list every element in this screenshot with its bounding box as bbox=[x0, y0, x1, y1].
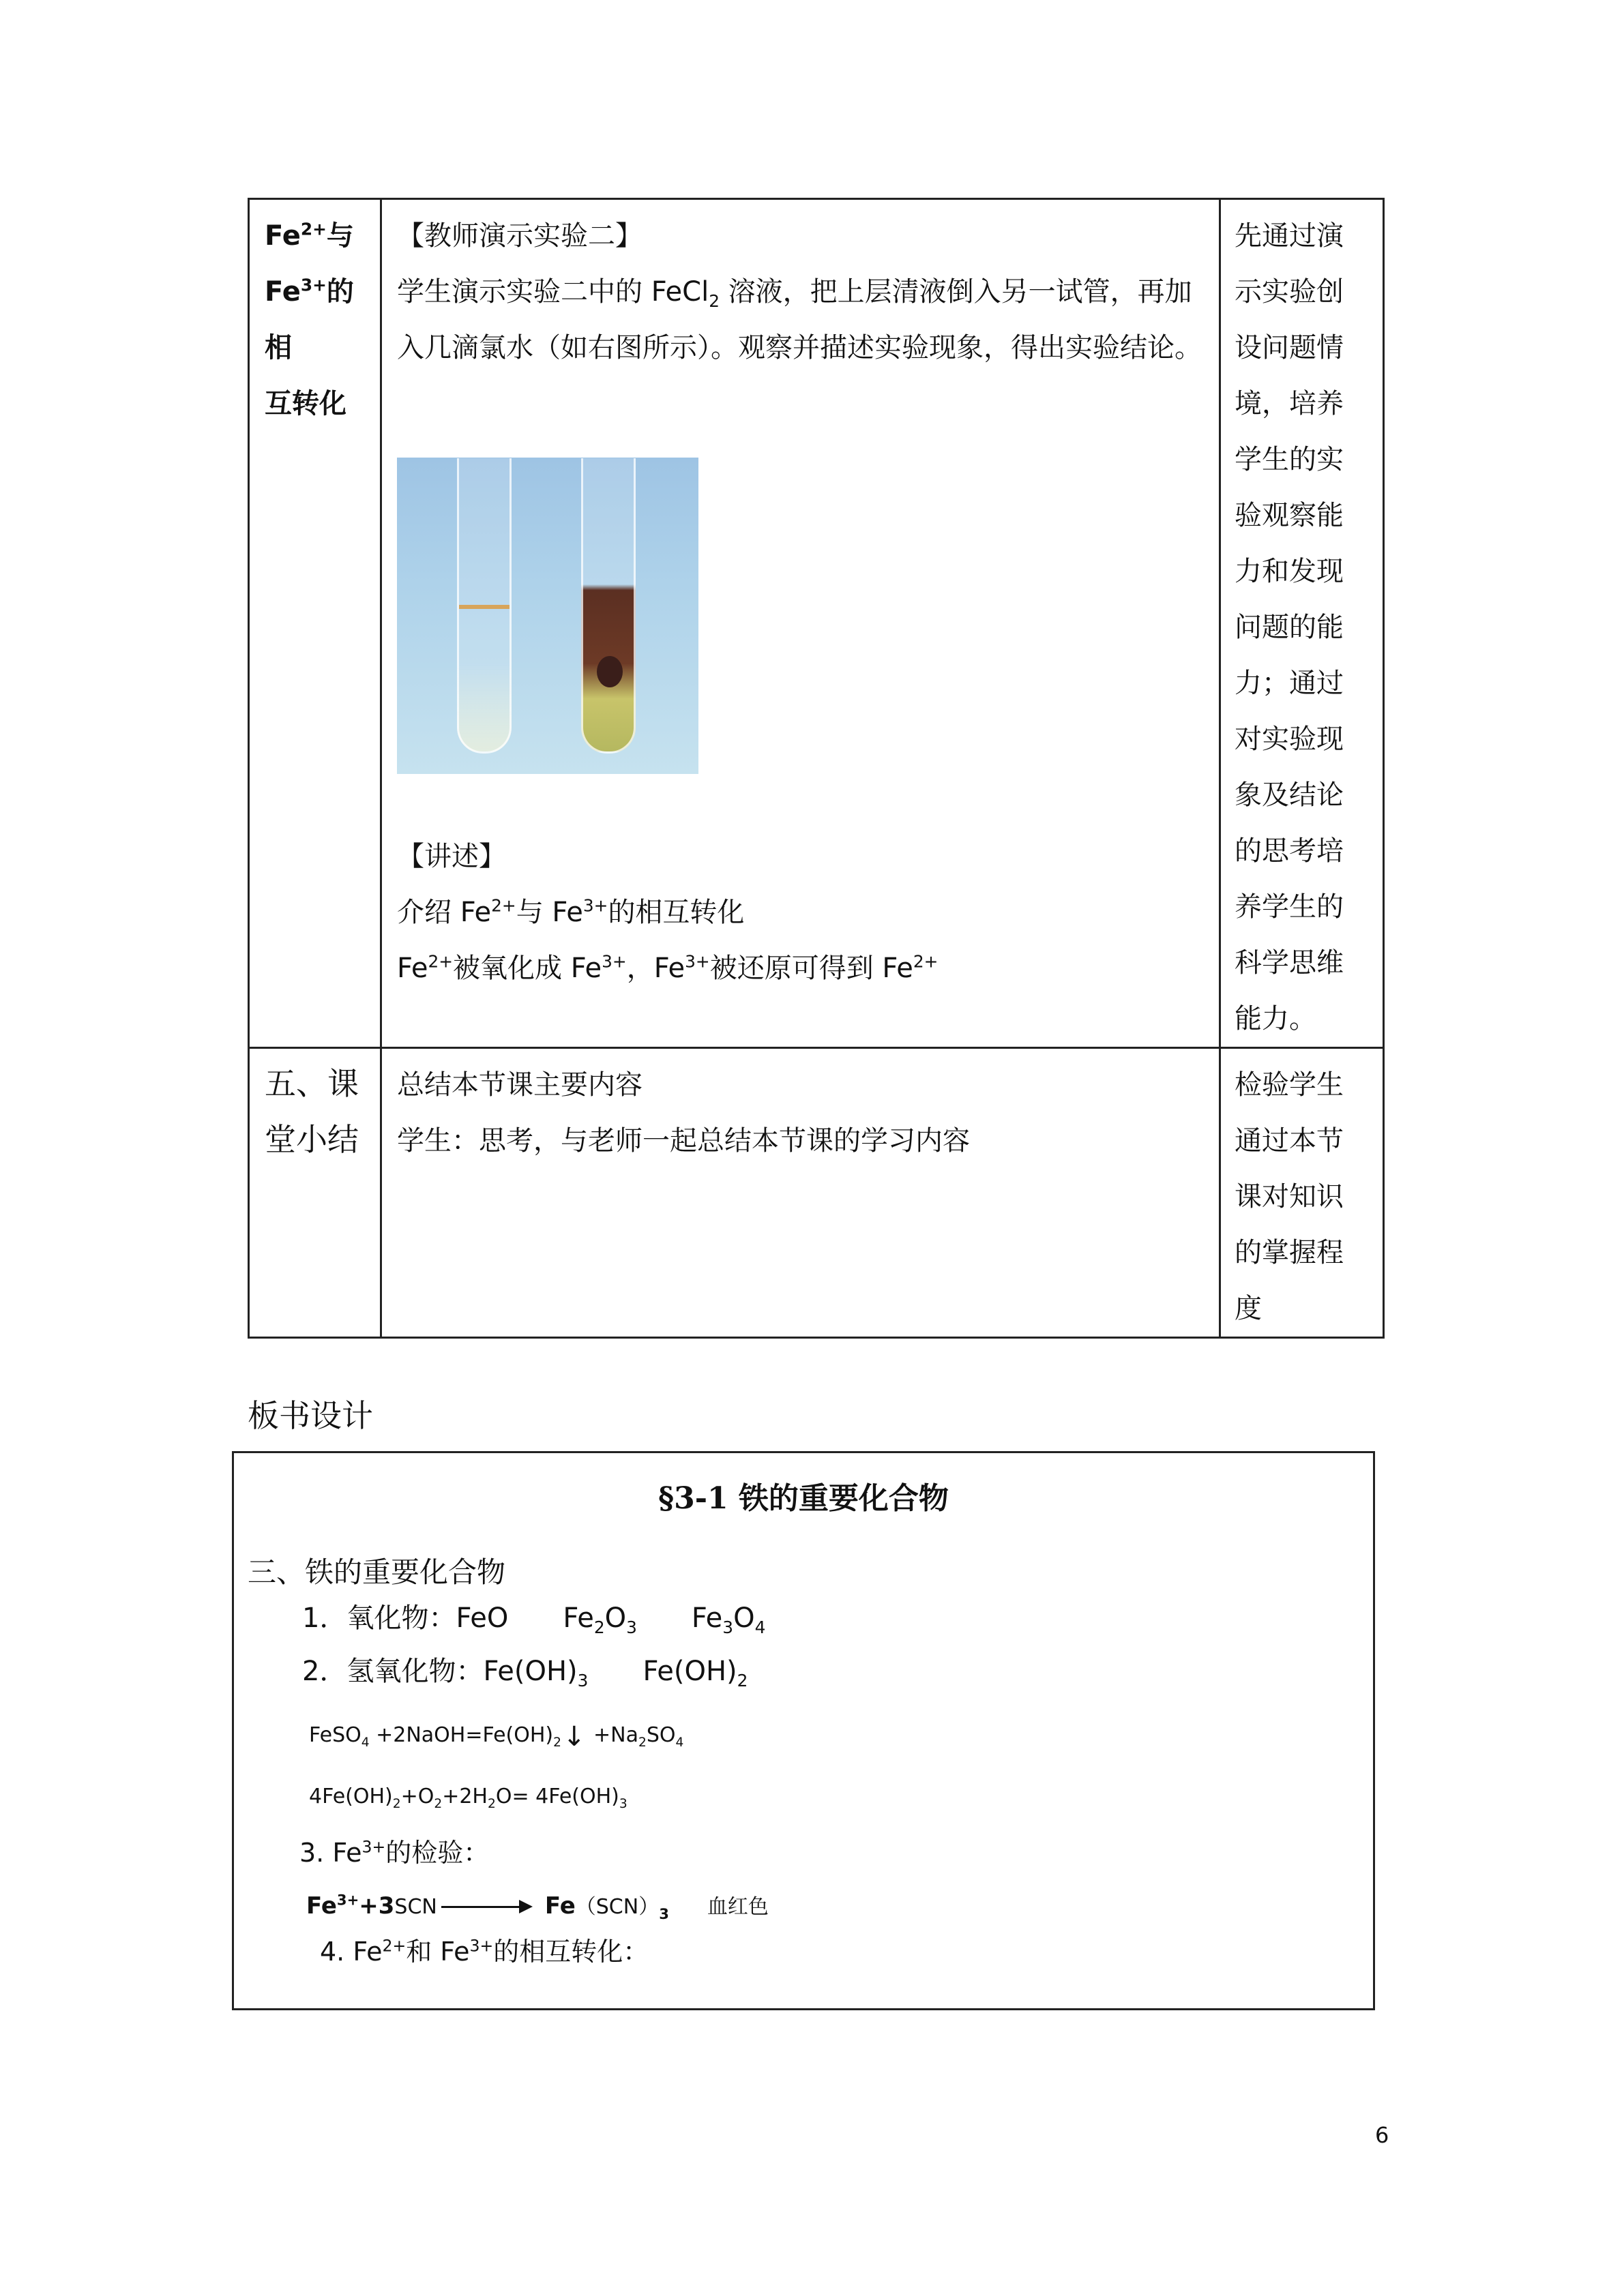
text: Fe(OH) bbox=[643, 1656, 737, 1687]
sup: 2+ bbox=[382, 1936, 407, 1956]
note-line: 设问题情 bbox=[1235, 332, 1344, 363]
note-line: 先通过演 bbox=[1235, 220, 1344, 252]
note-line: 养学生的 bbox=[1235, 891, 1344, 923]
note-line: 学生的实 bbox=[1235, 444, 1344, 475]
text: Fe bbox=[397, 953, 428, 984]
text: 3. Fe bbox=[299, 1838, 362, 1868]
equation-line bbox=[309, 1785, 628, 1811]
content-cell bbox=[381, 1048, 1220, 1338]
note-line: 检验学生 bbox=[1235, 1069, 1344, 1101]
conversion-line bbox=[320, 1930, 649, 1968]
arrow-down-icon: ↓ bbox=[562, 1721, 586, 1753]
text: SCN bbox=[394, 1895, 437, 1919]
test-tube-photo bbox=[397, 458, 698, 774]
sub: 3 bbox=[577, 1671, 589, 1690]
sup: 3+ bbox=[469, 1936, 494, 1956]
text: Fe bbox=[691, 1602, 723, 1634]
text: ，Fe bbox=[626, 953, 685, 984]
stage-text: Fe bbox=[265, 276, 301, 308]
text: 的相互转化 bbox=[608, 897, 745, 928]
board-section: 三、铁的重要化合物 bbox=[248, 1555, 506, 1589]
text: 4Fe(OH) bbox=[309, 1785, 393, 1808]
text: 学生演示实验二中的 FeCl bbox=[397, 276, 709, 308]
text: 介绍 Fe bbox=[397, 897, 492, 928]
text: 4. Fe bbox=[320, 1937, 383, 1967]
summary-line: 总结本节课主要内容 bbox=[397, 1069, 643, 1101]
narrate-heading: 【讲述】 bbox=[397, 841, 506, 872]
equation-line bbox=[309, 1721, 683, 1753]
text: 2．氢氧化物：Fe(OH) bbox=[302, 1656, 578, 1687]
note-line: 课对知识 bbox=[1235, 1181, 1344, 1212]
oxides-line bbox=[302, 1596, 765, 1635]
stage-text: 堂小结 bbox=[265, 1121, 359, 1158]
text: 1．氧化物：FeO bbox=[302, 1602, 509, 1634]
board-heading: 板书设计 bbox=[248, 1397, 373, 1434]
stage-sup: 2+ bbox=[300, 219, 327, 239]
text: 和 Fe bbox=[406, 1937, 470, 1967]
text: 被还原可得到 Fe bbox=[709, 953, 913, 984]
equation-line bbox=[306, 1890, 769, 1920]
stage-label bbox=[250, 1049, 380, 1167]
test-tube-right bbox=[581, 458, 636, 754]
text: +Na bbox=[587, 1723, 638, 1747]
stage-sup: 3+ bbox=[300, 275, 327, 295]
sub: 3 bbox=[722, 1617, 734, 1637]
page-number: 6 bbox=[1375, 2122, 1389, 2148]
sub: 2 bbox=[392, 1797, 401, 1811]
sub: 4 bbox=[754, 1617, 766, 1637]
sub: 3 bbox=[626, 1617, 637, 1637]
sub: 4 bbox=[675, 1735, 684, 1750]
summary-line: 学生：思考，与老师一起总结本节课的学习内容 bbox=[397, 1125, 970, 1157]
sub: 2 bbox=[737, 1671, 748, 1690]
hydroxides-line bbox=[302, 1650, 748, 1688]
sub: 4 bbox=[361, 1735, 370, 1750]
stage-text: 互转化 bbox=[265, 388, 346, 419]
experiment-heading: 【教师演示实验二】 bbox=[397, 220, 643, 252]
stage-cell bbox=[249, 199, 381, 1048]
text: SO bbox=[646, 1723, 676, 1747]
stage-cell bbox=[249, 1048, 381, 1338]
text: O bbox=[733, 1602, 755, 1634]
text: 的检验： bbox=[385, 1838, 490, 1868]
note-line: 通过本节 bbox=[1235, 1125, 1344, 1157]
note-line: 能力。 bbox=[1235, 1003, 1316, 1034]
note-line: 力；通过 bbox=[1235, 668, 1344, 699]
text: Fe bbox=[563, 1602, 594, 1634]
note-cell bbox=[1220, 199, 1384, 1048]
note-line: 科学思维 bbox=[1235, 947, 1344, 979]
note-line: 问题的能 bbox=[1235, 612, 1344, 643]
sup: 2+ bbox=[428, 951, 453, 972]
sup: 3+ bbox=[685, 951, 710, 972]
note-line: 的思考培 bbox=[1235, 835, 1344, 867]
content-cell bbox=[381, 199, 1220, 1048]
text: 被氧化成 Fe bbox=[453, 953, 602, 984]
board-title: §3-1 铁的重要化合物 bbox=[658, 1481, 949, 1516]
note-line: 示实验创 bbox=[1235, 276, 1344, 308]
text: 的相互转化： bbox=[493, 1937, 649, 1967]
text: （SCN） bbox=[575, 1895, 660, 1919]
test-line bbox=[299, 1832, 489, 1869]
note-line: 境，培养 bbox=[1235, 388, 1344, 419]
sup: 3+ bbox=[602, 951, 627, 972]
sub: 3 bbox=[659, 1905, 669, 1922]
stage-text: Fe bbox=[265, 220, 301, 252]
text: Fe bbox=[544, 1892, 576, 1920]
table-row bbox=[249, 1048, 1384, 1338]
text: 血红色 bbox=[707, 1895, 769, 1919]
sub: 2 bbox=[553, 1735, 561, 1750]
note-line: 的掌握程 bbox=[1235, 1237, 1344, 1268]
sup: 3+ bbox=[361, 1837, 386, 1857]
note-line: 对实验现 bbox=[1235, 724, 1344, 755]
stage-label bbox=[250, 200, 380, 432]
sup: 2+ bbox=[491, 895, 516, 916]
text: O= 4Fe(OH) bbox=[495, 1785, 619, 1808]
text: +O bbox=[400, 1785, 434, 1808]
sub: 2 bbox=[593, 1617, 605, 1637]
sub: 2 bbox=[434, 1797, 443, 1811]
sup: 2+ bbox=[913, 951, 939, 972]
conversion-line bbox=[397, 940, 1204, 996]
note-cell bbox=[1220, 1048, 1384, 1338]
stage-text: 五、课 bbox=[265, 1065, 359, 1102]
table-row bbox=[249, 199, 1384, 1048]
text: 与 Fe bbox=[516, 897, 583, 928]
sup: 3+ bbox=[582, 895, 608, 916]
text: +2NaOH=Fe(OH) bbox=[369, 1723, 554, 1747]
note-line: 象及结论 bbox=[1235, 779, 1344, 811]
sup: 3+ bbox=[336, 1891, 359, 1909]
text: FeSO bbox=[309, 1723, 361, 1747]
note-line: 验观察能 bbox=[1235, 500, 1344, 531]
sub: 2 bbox=[709, 291, 720, 311]
sub: 2 bbox=[638, 1735, 647, 1750]
text: +2H bbox=[442, 1785, 488, 1808]
text: Fe bbox=[306, 1892, 337, 1920]
test-tube-left bbox=[457, 458, 512, 754]
stage-text: 的相 bbox=[265, 276, 354, 363]
text: O bbox=[604, 1602, 627, 1634]
sub: 3 bbox=[619, 1797, 628, 1811]
sub: 2 bbox=[487, 1797, 496, 1811]
text: +3 bbox=[359, 1892, 395, 1920]
note-line: 力和发现 bbox=[1235, 556, 1344, 587]
intro-line bbox=[397, 884, 1204, 940]
arrow-right-icon bbox=[441, 1906, 529, 1908]
note-line: 度 bbox=[1235, 1293, 1262, 1324]
experiment-description bbox=[397, 264, 1204, 376]
text: 溶液，把上层清液倒入另一试管，再加入几滴氯水（如右图所示）。观察并描述实验现象，得出实验结论。 bbox=[397, 276, 1202, 363]
stage-text: 与 bbox=[326, 220, 354, 252]
lesson-table bbox=[248, 198, 1385, 1339]
board-design-box bbox=[232, 1451, 1375, 2010]
